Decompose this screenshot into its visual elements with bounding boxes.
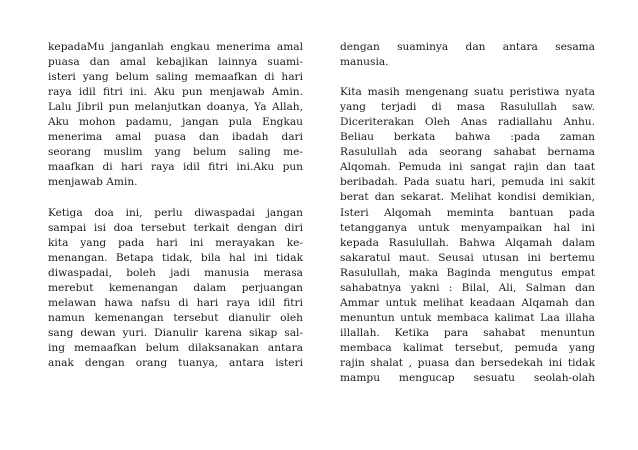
text-line: yang terjadi di masa Rasulullah saw. xyxy=(340,101,595,114)
paragraph-spacer xyxy=(48,190,303,205)
text-line: kita yang pada hari ini merayakan ke- xyxy=(48,236,303,249)
text-line: manusia. xyxy=(340,56,389,69)
text-line: seorang muslim yang belum saling me- xyxy=(48,146,303,159)
text-line: Beliau berkata bahwa :pada zaman xyxy=(340,131,595,144)
text-line: Rasulullah, maka Baginda mengutus empat xyxy=(340,266,595,279)
paragraph-ketiga-doa xyxy=(48,206,303,372)
text-line: menangan. Betapa tidak, bila hal ini tidak xyxy=(48,251,303,264)
text-line: tetangganya untuk menyampaikan hal ini xyxy=(340,221,595,234)
text-line: kepada Rasulullah. Bahwa Alqamah dalam xyxy=(340,236,595,249)
text-line: Alqomah. Pemuda ini sangat rajin dan taat xyxy=(340,161,595,174)
text-line: menerima amal puasa dan ibadah dari xyxy=(48,131,303,144)
left-text-column xyxy=(48,40,303,371)
text-line: anak dengan orang tuanya, antara isteri xyxy=(48,356,303,369)
text-line: Lalu Jibril pun melanjutkan doanya, Ya Allah, xyxy=(48,101,303,114)
text-line: sampai isi doa tersebut terkait dengan diri xyxy=(48,221,303,234)
text-line: kepadaMu janganlah engkau menerima amal xyxy=(48,41,303,53)
text-line: Rasulullah ada seorang sahabat bernama xyxy=(340,146,595,159)
text-line: menuntun untuk membaca kalimat Laa illaha xyxy=(340,311,595,324)
right-text-column xyxy=(340,40,595,386)
text-line: merebut kemenangan dalam perjuangan xyxy=(48,281,303,294)
text-line: rajin shalat , puasa dan bersedekah ini tidak xyxy=(340,356,595,369)
text-line: illallah. Ketika para sahabat menuntun xyxy=(340,326,595,339)
text-line: sang dewan yuri. Dianulir karena sikap sal- xyxy=(48,326,303,339)
paragraph-kisah-alqomah xyxy=(340,85,595,386)
text-line: sahabatnya yakni : Bilal, Ali, Salman dan xyxy=(340,281,595,294)
text-line: Kita masih mengenang suatu peristiwa nyata xyxy=(340,86,595,99)
text-line: sakaratul maut. Seusai utusan ini bertemu xyxy=(340,251,595,264)
paragraph-spacer xyxy=(340,70,595,85)
text-line: berat dan sekarat. Melihat kondisi demikian, xyxy=(340,191,595,204)
text-line: melawan hawa nafsu di hari raya idil fitri xyxy=(48,296,303,309)
text-line: ing memaafkan belum dilaksanakan antara xyxy=(48,341,303,354)
text-line: beribadah. Pada suatu hari, pemuda ini sakit xyxy=(340,176,595,189)
text-line: isteri yang belum saling memaafkan di hari xyxy=(48,71,303,84)
text-line: mampu mengucap sesuatu seolah-olah xyxy=(340,372,595,385)
text-line: namun kemenangan tersebut dianulir oleh xyxy=(48,311,303,324)
text-line: Isteri Alqomah meminta bantuan pada xyxy=(340,206,595,219)
text-line: Ketiga doa ini, perlu diwaspadai jangan xyxy=(48,206,303,219)
text-line: menjawab Amin. xyxy=(48,176,138,189)
text-line: Aku mohon padamu, jangan pula Engkau xyxy=(48,116,303,129)
text-line: puasa dan amal kebajikan lainnya suami- xyxy=(48,56,303,69)
text-line: Ammar untuk melihat keadaan Alqamah dan xyxy=(340,296,595,309)
text-line: maafkan di hari raya idil fitri ini.Aku pun xyxy=(48,161,303,174)
paragraph-doa-jibril xyxy=(48,40,303,190)
paragraph-sesama-manusia xyxy=(340,40,595,70)
text-line: membaca kalimat tersebut, pemuda yang xyxy=(340,341,595,354)
text-line: diwaspadai, boleh jadi manusia merasa xyxy=(48,266,303,279)
text-line: raya idil fitri ini. Aku pun menjawab Amin. xyxy=(48,86,303,99)
text-line: Diceriterakan Oleh Anas radiallahu Anhu. xyxy=(340,116,595,129)
text-line: dengan suaminya dan antara sesama xyxy=(340,41,595,53)
